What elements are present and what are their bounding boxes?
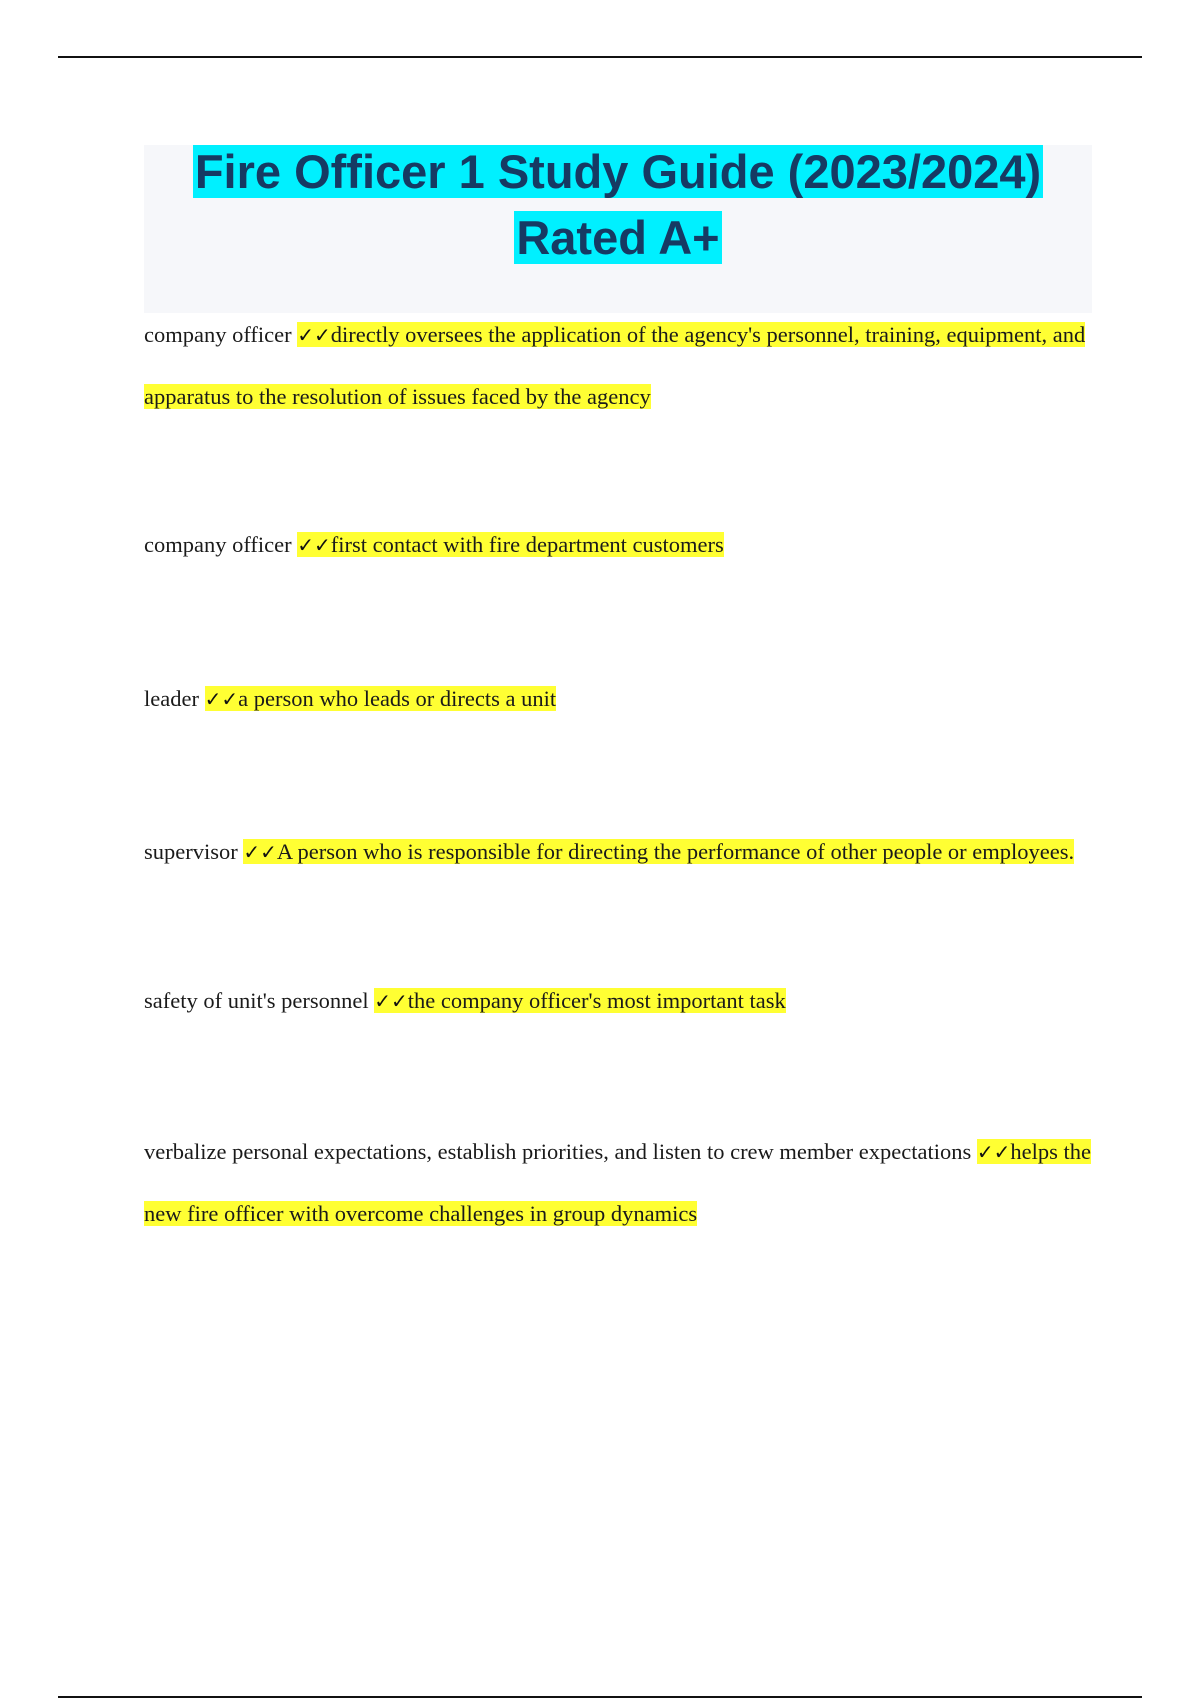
entry-term: safety of unit's personnel — [144, 988, 369, 1013]
check-mark-icon: ✓✓ — [976, 1140, 1011, 1164]
entry-term: leader — [144, 686, 199, 711]
flashcard-entry — [144, 304, 1092, 427]
entry-definition: A person who is responsible for directing the performance of other people or employees. — [276, 839, 1075, 864]
entry-definition-highlight — [205, 686, 557, 711]
entry-definition: helps the new fire officer with overcome challenges in group dynamics — [144, 1139, 1091, 1226]
check-mark-icon: ✓✓ — [243, 840, 277, 864]
flashcard-entry — [144, 821, 1092, 883]
check-mark-icon: ✓✓ — [297, 533, 331, 557]
entry-definition-highlight — [297, 532, 724, 557]
entry-definition: a person who leads or directs a unit — [238, 686, 557, 711]
entry-definition: first contact with fire department customers — [330, 532, 724, 557]
flashcard-entry — [144, 514, 1092, 576]
top-rule — [58, 56, 1142, 58]
document-content — [144, 145, 1092, 1244]
entry-term: supervisor — [144, 839, 238, 864]
bottom-rule — [58, 1696, 1142, 1698]
entry-definition: directly oversees the application of the agency's personnel, training, equipment, and apparatus to the resolution of issues faced by the agency — [144, 322, 1086, 409]
entry-term: verbalize personal expectations, establish priorities, and listen to crew member expectations — [144, 1139, 972, 1164]
entry-definition-highlight — [374, 988, 785, 1013]
document-title-line-1: Fire Officer 1 Study Guide (2023/2024) — [194, 145, 1042, 198]
flashcard-entry — [144, 970, 1092, 1032]
document-title-line-2: Rated A+ — [516, 211, 720, 264]
entry-definition-highlight — [243, 839, 1074, 864]
flashcard-entry — [144, 1121, 1092, 1244]
title-block — [144, 145, 1092, 313]
entry-definition: the company officer's most important task — [407, 988, 786, 1013]
check-mark-icon: ✓✓ — [204, 687, 239, 711]
entry-term: company officer — [144, 322, 292, 347]
check-mark-icon: ✓✓ — [297, 323, 331, 347]
flashcard-entry — [144, 668, 1092, 730]
entry-term: company officer — [144, 532, 292, 557]
check-mark-icon: ✓✓ — [374, 989, 408, 1013]
